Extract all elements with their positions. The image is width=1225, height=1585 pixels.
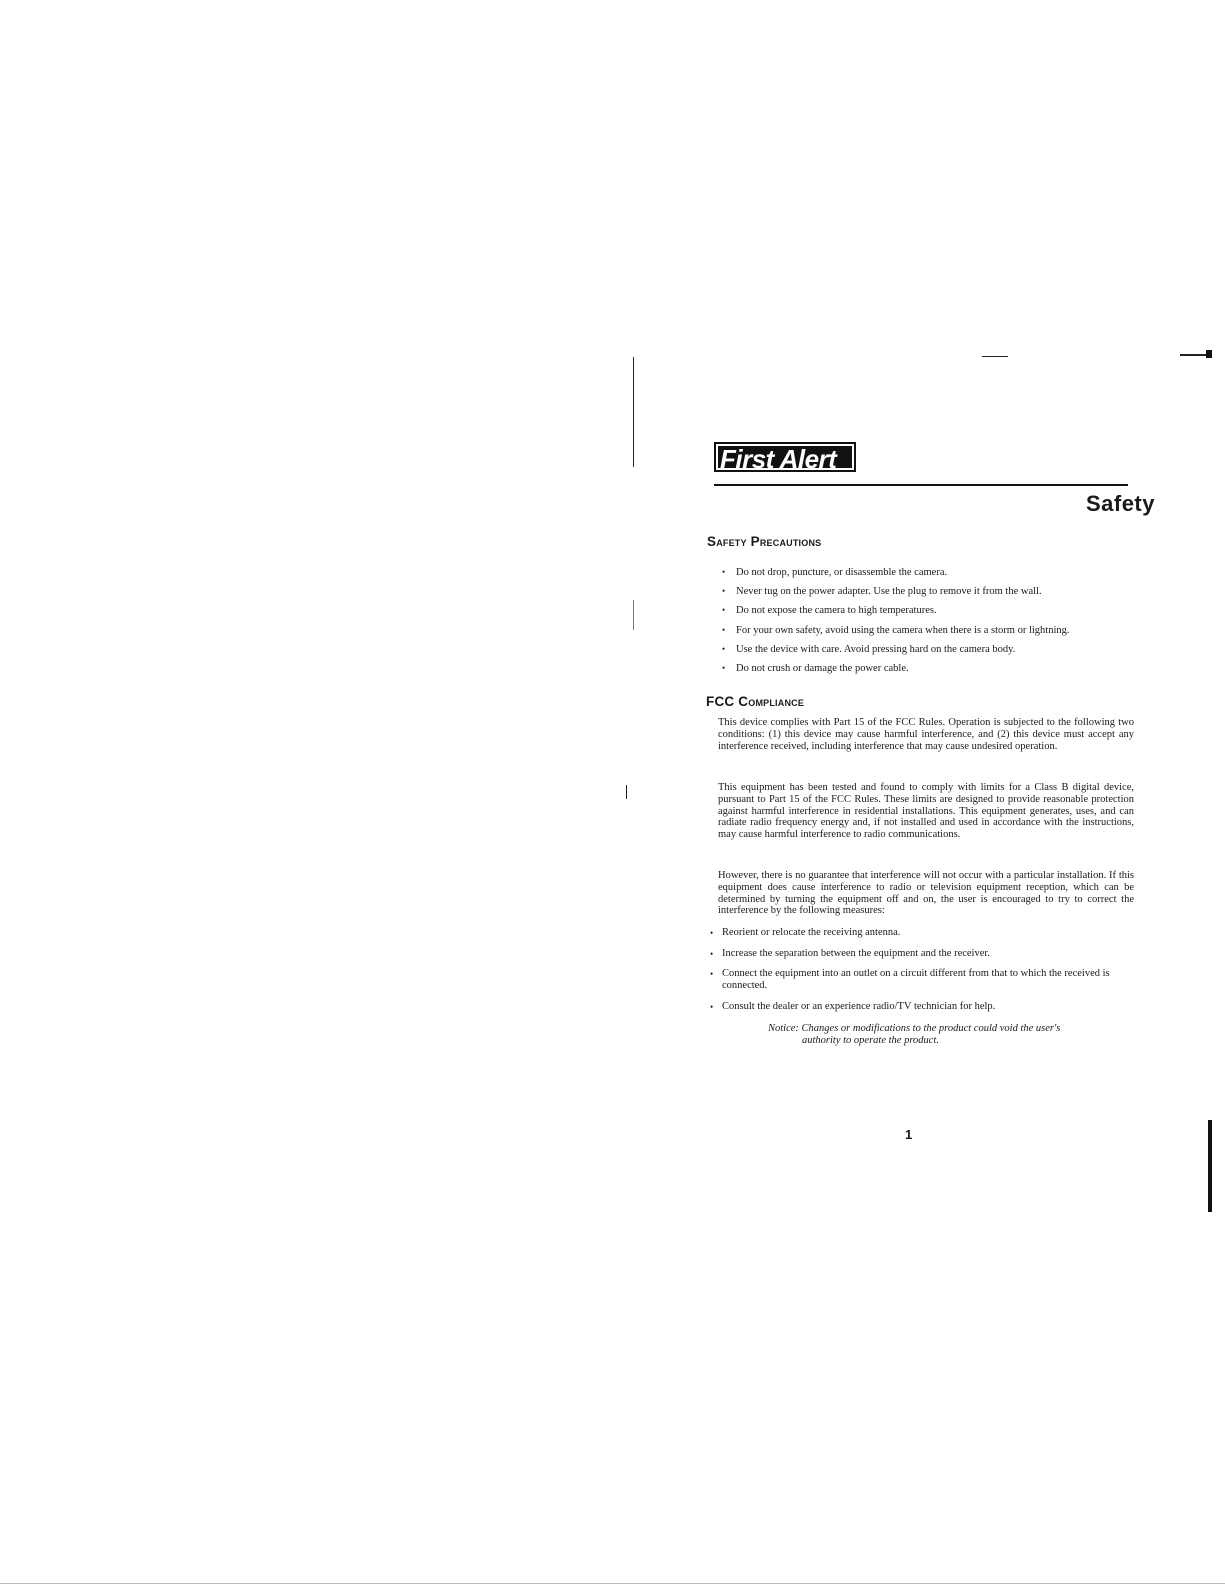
list-item: • Consult the dealer or an experience radio/TV technician for help. <box>710 1001 1110 1013</box>
list-item: • Never tug on the power adapter. Use the plug to remove it from the wall. <box>720 582 1070 601</box>
fcc-paragraph: This device complies with Part 15 of the FCC Rules. Operation is subjected to the following two conditions: (1) this device may cause harmful interference, and (2) this device must accept any interference received, including interference that may cause undesired operation. <box>718 717 1134 752</box>
safety-precautions-heading: Safety Precautions <box>707 534 822 549</box>
right-edge-bar <box>1208 1120 1212 1212</box>
notice-label: Notice: <box>768 1023 799 1034</box>
list-item: • Do not expose the camera to high temperatures. <box>720 601 1070 620</box>
notice-text-continued: authority to operate the product. <box>802 1035 939 1046</box>
fcc-paragraph: This equipment has been tested and found to comply with limits for a Class B digital device, pursuant to Part 15 of the FCC Rules. These limits are designed to provide reasonable protection against harmful interference in residential installations. This equipment generates, uses, and can radiate radio frequency energy and, if not installed and used in accordance with the instructions, may cause harmful interference to radio communications. <box>718 782 1134 841</box>
edge-mark <box>982 356 1008 357</box>
fcc-paragraph: However, there is no guarantee that interference will not occur with a particular installation. If this equipment does cause interference to radio or television equipment reception, which can be determined by turning the equipment off and on, the user is encouraged to try to correct the interference by the following measures: <box>718 870 1134 917</box>
list-item: • Connect the equipment into an outlet on a circuit different from that to which the received is connected. <box>710 968 1110 992</box>
safety-precautions-list <box>720 563 1070 678</box>
bottom-edge-line <box>0 1583 1225 1584</box>
notice <box>768 1023 1088 1047</box>
first-alert-logo: First Alert <box>714 442 856 472</box>
list-item: • For your own safety, avoid using the camera when there is a storm or lightning. <box>720 621 1070 640</box>
interference-measures-list <box>710 927 1110 1021</box>
page-title: Safety <box>1085 491 1155 516</box>
list-item: • Use the device with care. Avoid pressing hard on the camera body. <box>720 640 1070 659</box>
list-item: • Increase the separation between the equipment and the receiver. <box>710 948 1110 960</box>
gutter-line <box>633 357 634 467</box>
list-item: • Reorient or relocate the receiving antenna. <box>710 927 1110 939</box>
page-number: 1 <box>905 1127 913 1142</box>
list-item: • Do not crush or damage the power cable. <box>720 659 1070 678</box>
edge-mark <box>1206 350 1212 358</box>
gutter-line <box>626 785 627 799</box>
header-rule <box>714 484 1128 486</box>
gutter-line <box>633 600 634 630</box>
notice-text: Changes or modifications to the product could void the user's <box>801 1023 1061 1034</box>
fcc-compliance-heading: FCC Compliance <box>706 694 805 709</box>
list-item: • Do not drop, puncture, or disassemble the camera. <box>720 563 1070 582</box>
